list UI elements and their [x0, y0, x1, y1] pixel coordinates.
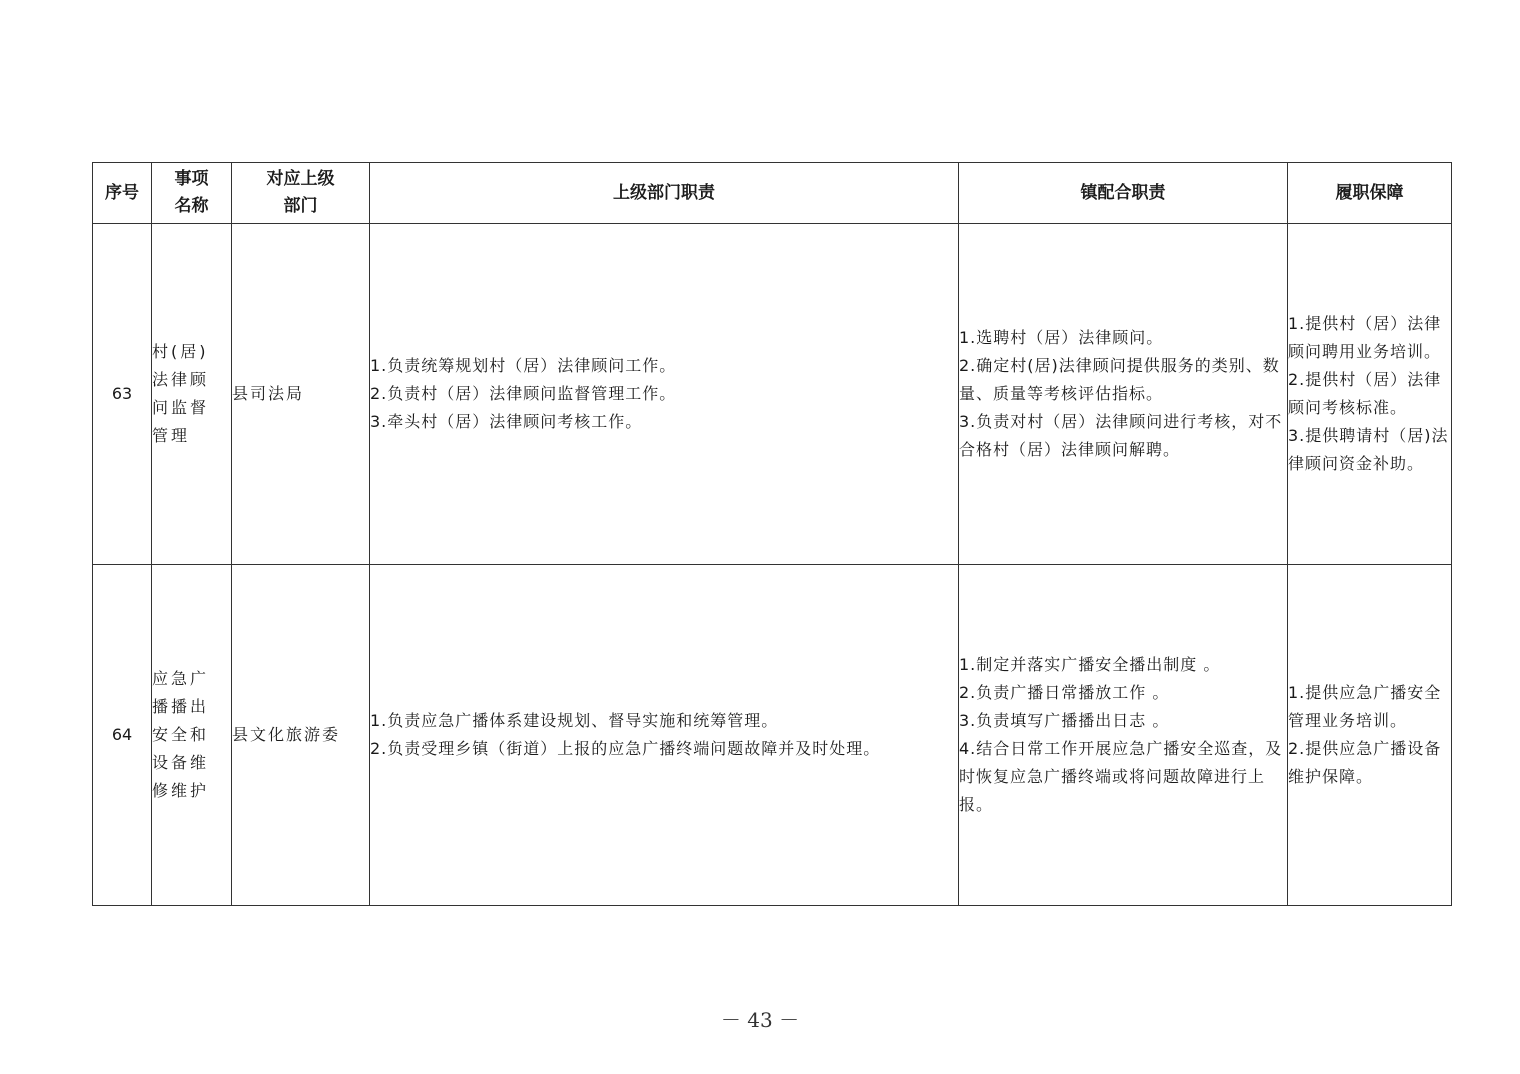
duty-line: 3.负责对村（居）法律顾问进行考核，对不合格村（居）法律顾问解聘。: [959, 412, 1283, 459]
duty-line: 3.牵头村（居）法律顾问考核工作。: [370, 412, 643, 431]
duty-line: 1.负责应急广播体系建设规划、督导实施和统筹管理。: [370, 711, 779, 730]
upper-dept: 县司法局: [232, 224, 370, 565]
table-header-row: [93, 163, 1452, 224]
header-upper-duties: 上级部门职责: [370, 163, 959, 224]
duty-line: 2.确定村(居)法律顾问提供服务的类别、数量、质量等考核评估指标。: [959, 356, 1280, 403]
duty-line: 1.负责统筹规划村（居）法律顾问工作。: [370, 356, 677, 375]
duty-line: 2.负责广播日常播放工作 。: [959, 683, 1170, 702]
upper-duties: [370, 565, 959, 906]
header-item-name: 事项 名称: [152, 163, 232, 224]
guarantee: [1288, 565, 1452, 906]
header-town-duties: 镇配合职责: [959, 163, 1288, 224]
duty-line: 1.制定并落实广播安全播出制度 。: [959, 655, 1221, 674]
table-row: [93, 565, 1452, 906]
header-guarantee: 履职保障: [1288, 163, 1452, 224]
guarantee: [1288, 224, 1452, 565]
duty-line: 2.负责受理乡镇（街道）上报的应急广播终端问题故障并及时处理。: [370, 739, 881, 758]
item-name: 村(居) 法律顾 问监督 管理: [152, 224, 232, 565]
duty-line: 2.负责村（居）法律顾问监督管理工作。: [370, 384, 677, 403]
guarantee-line: 1.提供应急广播安全管理业务培训。: [1288, 683, 1442, 730]
duty-line: 1.选聘村（居）法律顾问。: [959, 328, 1164, 347]
header-upper-dept: 对应上级 部门: [232, 163, 370, 224]
duty-table: [92, 162, 1452, 906]
item-name: 应急广 播播出 安全和 设备维 修维护: [152, 565, 232, 906]
table-row: [93, 224, 1452, 565]
upper-dept: 县文化旅游委: [232, 565, 370, 906]
guarantee-line: 2.提供应急广播设备维护保障。: [1288, 739, 1442, 786]
guarantee-line: 1.提供村（居）法律顾问聘用业务培训。: [1288, 314, 1442, 361]
town-duties: [959, 565, 1288, 906]
header-seq: 序号: [93, 163, 152, 224]
row-number: 63: [93, 224, 152, 565]
page-number: － 43 －: [720, 1008, 800, 1032]
duty-line: 4.结合日常工作开展应急广播安全巡查，及时恢复应急广播终端或将问题故障进行上报。: [959, 739, 1283, 814]
town-duties: [959, 224, 1288, 565]
guarantee-line: 3.提供聘请村（居)法律顾问资金补助。: [1288, 426, 1449, 473]
guarantee-line: 2.提供村（居）法律顾问考核标准。: [1288, 370, 1442, 417]
duty-line: 3.负责填写广播播出日志 。: [959, 711, 1170, 730]
row-number: 64: [93, 565, 152, 906]
upper-duties: [370, 224, 959, 565]
